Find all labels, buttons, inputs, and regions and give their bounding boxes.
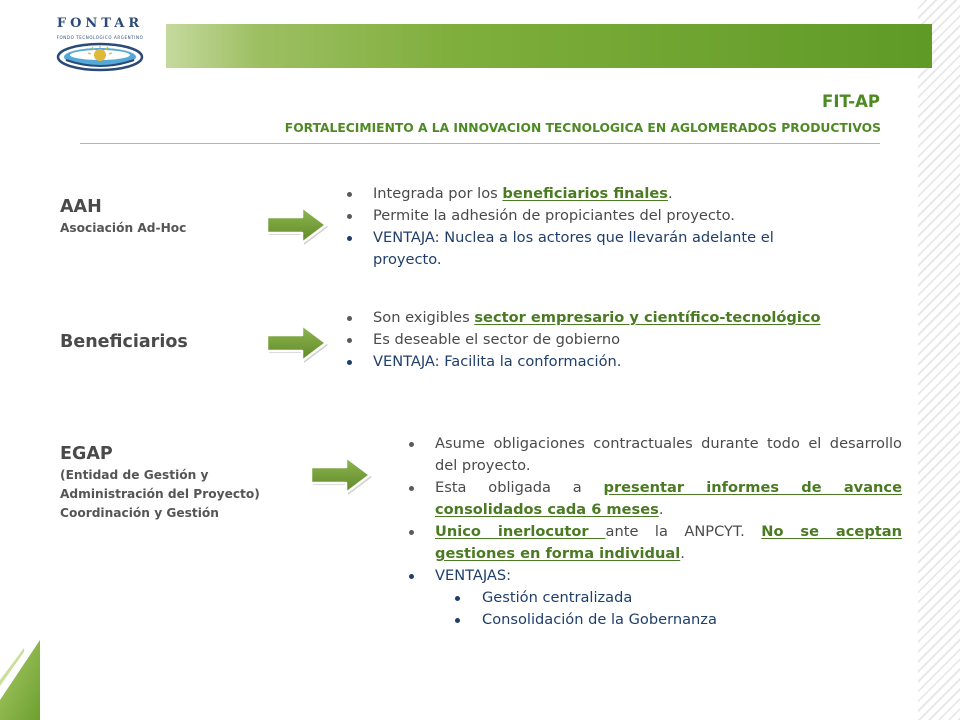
aah-heading: AAH: [60, 197, 102, 217]
beneficiarios-heading: Beneficiarios: [60, 332, 188, 352]
logo-emblem-icon: [56, 42, 144, 72]
decorative-edge-pattern: [918, 0, 960, 720]
page-title: FIT-AP: [822, 92, 880, 111]
egap-bullet-list: [405, 433, 902, 631]
header-green-band: [166, 24, 932, 68]
list-item: Son exigibles sector empresario y científico-tecnológico: [343, 307, 823, 329]
highlight-text: Unico inerlocutor: [435, 523, 606, 540]
egap-subheading-2: Administración del Proyecto): [60, 487, 260, 501]
corner-decoration: [0, 640, 40, 720]
list-item: VENTAJA: Facilita la conformación.: [343, 351, 823, 373]
list-item: VENTAJA: Nuclea a los actores que llevarán adelante el proyecto.: [343, 227, 843, 271]
list-item: Consolidación de la Gobernanza: [435, 609, 902, 631]
list-item: Permite la adhesión de propiciantes del proyecto.: [343, 205, 843, 227]
list-item: Unico inerlocutor ante la ANPCYT. No se aceptan gestiones en forma individual.: [405, 521, 902, 565]
highlight-text: No se aceptan gestiones en forma individual: [435, 523, 902, 562]
aah-subheading: Asociación Ad-Hoc: [60, 221, 187, 235]
arrow-right-icon: [306, 452, 376, 496]
list-item: Es deseable el sector de gobierno: [343, 329, 823, 351]
logo-tagline: FONDO TECNOLOGICO ARGENTINO: [56, 35, 144, 40]
list-item: Asume obligaciones contractuales durante todo el desarrollo del proyecto.: [405, 433, 902, 477]
egap-heading: EGAP: [60, 444, 113, 464]
list-item: Gestión centralizada: [435, 587, 902, 609]
title-divider: [80, 143, 880, 144]
egap-subheading-3: Coordinación y Gestión: [60, 506, 219, 520]
egap-subheading-1: (Entidad de Gestión y: [60, 468, 209, 482]
logo-wordmark: FONTAR: [56, 16, 144, 31]
list-item: Esta obligada a presentar informes de avance consolidados cada 6 meses.: [405, 477, 902, 521]
highlight-text: sector empresario y científico-tecnológico: [474, 309, 821, 326]
arrow-right-icon: [262, 202, 332, 246]
fontar-logo: [44, 16, 156, 72]
page-subtitle: FORTALECIMIENTO A LA INNOVACION TECNOLOGICA EN AGLOMERADOS PRODUCTIVOS: [284, 121, 881, 135]
list-item: VENTAJAS: Gestión centralizada Consolidación de la Gobernanza: [405, 565, 902, 631]
highlight-text: beneficiarios finales: [502, 185, 668, 202]
arrow-right-icon: [262, 320, 332, 364]
aah-bullet-list: [343, 183, 843, 271]
highlight-text: presentar informes de avance consolidados cada 6 meses: [435, 479, 902, 518]
ventajas-sublist: [435, 587, 902, 631]
list-item: Integrada por los beneficiarios finales.: [343, 183, 843, 205]
beneficiarios-bullet-list: [343, 307, 823, 373]
